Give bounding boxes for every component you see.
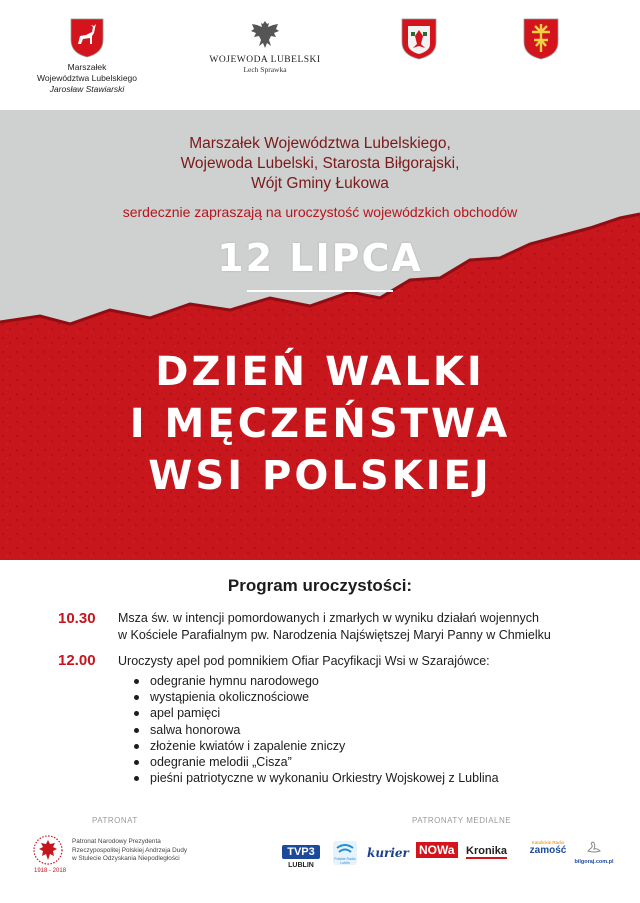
organizers	[0, 134, 640, 194]
marszalek-title: Marszałek	[67, 62, 107, 72]
invitation-text: serdecznie zapraszają na uroczystość wojewódzkich obchodów	[122, 204, 518, 220]
bilgoraj-coat-of-arms-icon	[401, 18, 437, 65]
hero-banner	[0, 110, 640, 560]
wojewoda-logo	[200, 18, 330, 74]
list-item-text: apel pamięci	[150, 706, 221, 721]
list-item-text: salwa honorowa	[150, 722, 241, 737]
list-item	[128, 689, 499, 705]
tvp3-logo	[276, 842, 326, 869]
marszalek-name: Jarosław Stawiarski	[49, 84, 125, 94]
eagle-emblem-icon	[200, 18, 330, 52]
marszalek-region: Województwa Lubelskiego	[36, 73, 137, 83]
title-line: DZIEŃ WALKI	[155, 349, 485, 395]
list-item	[128, 722, 499, 738]
title-line: I MĘCZEŃSTWA	[129, 401, 511, 447]
list-item	[128, 754, 499, 770]
tvp3-label: TVP3	[282, 845, 320, 859]
list-item	[128, 738, 499, 754]
marszalek-logo	[22, 18, 152, 95]
bilgoraj-label: bilgoraj.com.pl	[574, 859, 614, 865]
patronat-line: w Stulecie Odzyskania Niepodległości	[72, 855, 180, 862]
program-time: 12.00	[58, 652, 96, 669]
lukowa-coat-of-arms-icon	[523, 18, 559, 65]
organizer-line: Wójt Gminy Łukowa	[251, 175, 389, 192]
ceremony-list	[128, 673, 499, 786]
patronat-line: Rzeczypospolitej Polskiej Andrzeja Dudy	[72, 846, 188, 854]
list-item-text: pieśni patriotyczne w wykonaniu Orkiestry Wojskowej z Lublina	[150, 771, 499, 786]
list-item	[128, 705, 499, 721]
deer-coat-of-arms-icon	[22, 18, 152, 58]
swan-icon	[585, 840, 603, 854]
description-line: Msza św. w intencji pomordowanych i zmarłych w wyniku działań wojennych	[118, 611, 540, 625]
date-underline	[247, 290, 393, 292]
organizer-line: Marszałek Województwa Lubelskiego,	[189, 135, 451, 152]
list-item	[128, 673, 499, 689]
list-item-text: złożenie kwiatów i zapalenie zniczy	[150, 738, 346, 753]
patronat-label: PATRONAT	[92, 816, 138, 825]
list-item	[128, 770, 499, 786]
program-heading: Program uroczystości:	[227, 576, 413, 595]
radio-label: Polskie Radio Lublin	[334, 857, 356, 865]
organizer-line: Wojewoda Lubelski, Starosta Biłgorajski,	[180, 155, 460, 172]
list-item-text: wystąpienia okolicznościowe	[150, 690, 310, 705]
kronika-logo: Kronika	[466, 845, 507, 857]
wojewoda-person: Lech Sprawka	[243, 65, 287, 74]
patronat-line: Patronat Narodowy Prezydenta	[72, 838, 161, 845]
bilgoraj-portal-logo	[574, 840, 614, 865]
program-time: 10.30	[58, 610, 96, 627]
media-patrons-label: PATRONATY MEDIALNE	[412, 816, 512, 825]
event-title	[0, 346, 640, 502]
centenary-years: 1918 - 2018	[34, 868, 67, 874]
patronat-text	[72, 838, 187, 864]
program-description	[118, 610, 551, 644]
description-line: w Kościele Parafialnym pw. Narodzenia Najświętszej Maryi Panny w Chmielku	[118, 628, 551, 642]
zamosc-label: zamość	[529, 845, 567, 856]
program-description: Uroczysty apel pod pomnikiem Ofiar Pacyfikacji Wsi w Szarajówce:	[118, 654, 490, 668]
nowa-logo: NOWa	[416, 842, 458, 858]
event-date: 12 LIPCA	[217, 236, 423, 280]
polskie-radio-lublin-logo	[332, 840, 358, 866]
wojewoda-name: WOJEWODA LUBELSKI	[209, 55, 321, 65]
list-item-text: odegranie hymnu narodowego	[150, 674, 319, 688]
tvp3-sub: LUBLIN	[288, 862, 314, 869]
radio-zamosc-logo	[528, 840, 568, 856]
list-item-text: odegranie melodii „Cisza”	[150, 755, 292, 770]
kurier-logo: kurier	[367, 846, 409, 860]
title-line: WSI POLSKIEJ	[148, 453, 492, 499]
zamosc-top: Katolickie Radio	[531, 840, 565, 845]
